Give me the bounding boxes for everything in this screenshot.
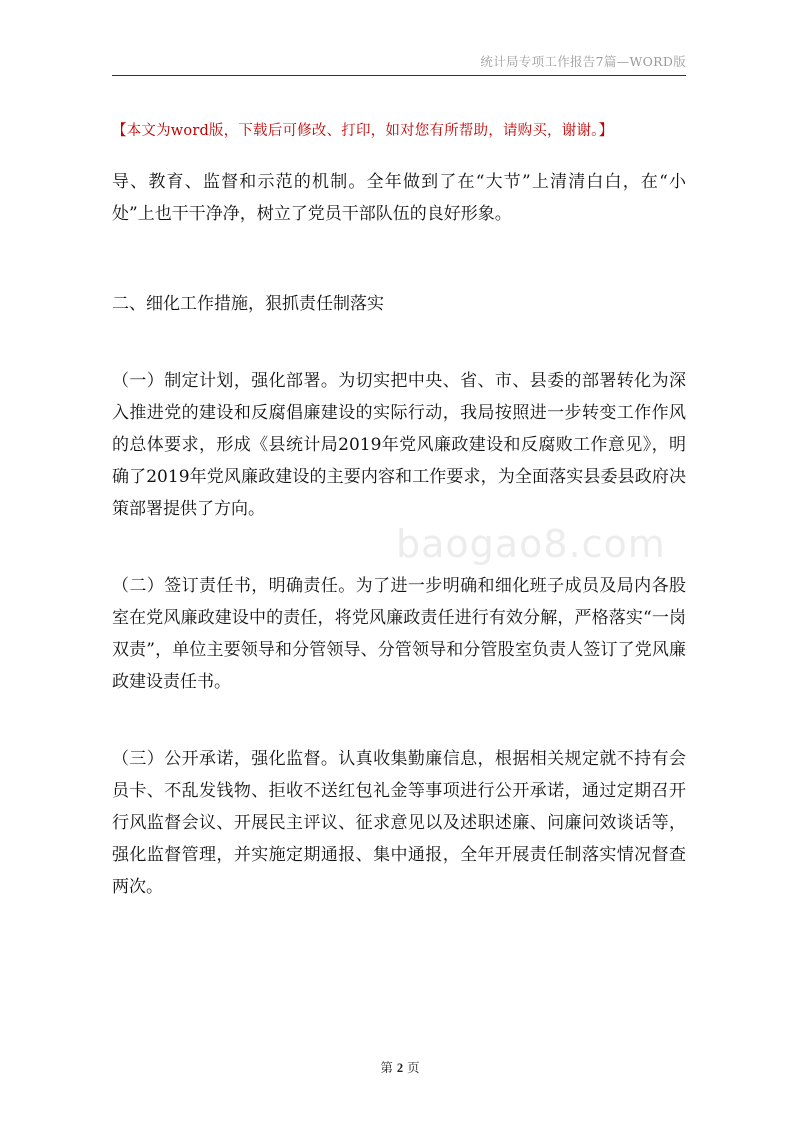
footer-suffix: 页: [407, 1060, 420, 1075]
header-divider: [112, 75, 686, 76]
paragraph-item-3: （三）公开承诺，强化监督。认真收集勤廉信息，根据相关规定就不持有会员卡、不乱发钱物、拒收不送红包礼金等事项进行公开承诺，通过定期召开行风监督会议、开展民主评议、征求意见以及述职述廉、问廉问效谈话等，强化监督管理，并实施定期通报、集中通报，全年开展责任制落实情况督查两次。: [112, 749, 686, 897]
section-heading: 二、细化工作措施，狠抓责任制落实: [112, 294, 384, 314]
download-notice: 【本文为word版，下载后可修改、打印，如对您有所帮助，请购买，谢谢。】: [112, 123, 614, 139]
page-number: 2: [396, 1061, 404, 1075]
footer-prefix: 第: [380, 1060, 393, 1075]
paragraph-item-2: （二）签订责任书，明确责任。为了进一步明确和细化班子成员及局内各股室在党风廉政建设中的责任，将党风廉政责任进行有效分解，严格落实“一岗双责”，单位主要领导和分管领导、分管领导和分管股室负责人签订了党风廉政建设责任书。: [112, 576, 686, 692]
watermark: baogao8.com: [396, 522, 666, 566]
paragraph-item-1: （一）制定计划，强化部署。为切实把中央、省、市、县委的部署转化为深入推进党的建设和反腐倡廉建设的实际行动，我局按照进一步转变工作作风的总体要求，形成《县统计局2019年党风廉政建设和反腐败工作意见》，明确了2019年党风廉政建设的主要内容和工作要求，为全面落实县委县政府决策部署提供了方向。: [112, 371, 686, 519]
paragraph-continuation: 导、教育、监督和示范的机制。全年做到了在“大节”上清清白白，在“小处”上也干干净净，树立了党员干部队伍的良好形象。: [112, 172, 686, 224]
page-footer: [0, 1058, 800, 1076]
page-header-title: 统计局专项工作报告7篇—WORD版: [480, 54, 686, 69]
